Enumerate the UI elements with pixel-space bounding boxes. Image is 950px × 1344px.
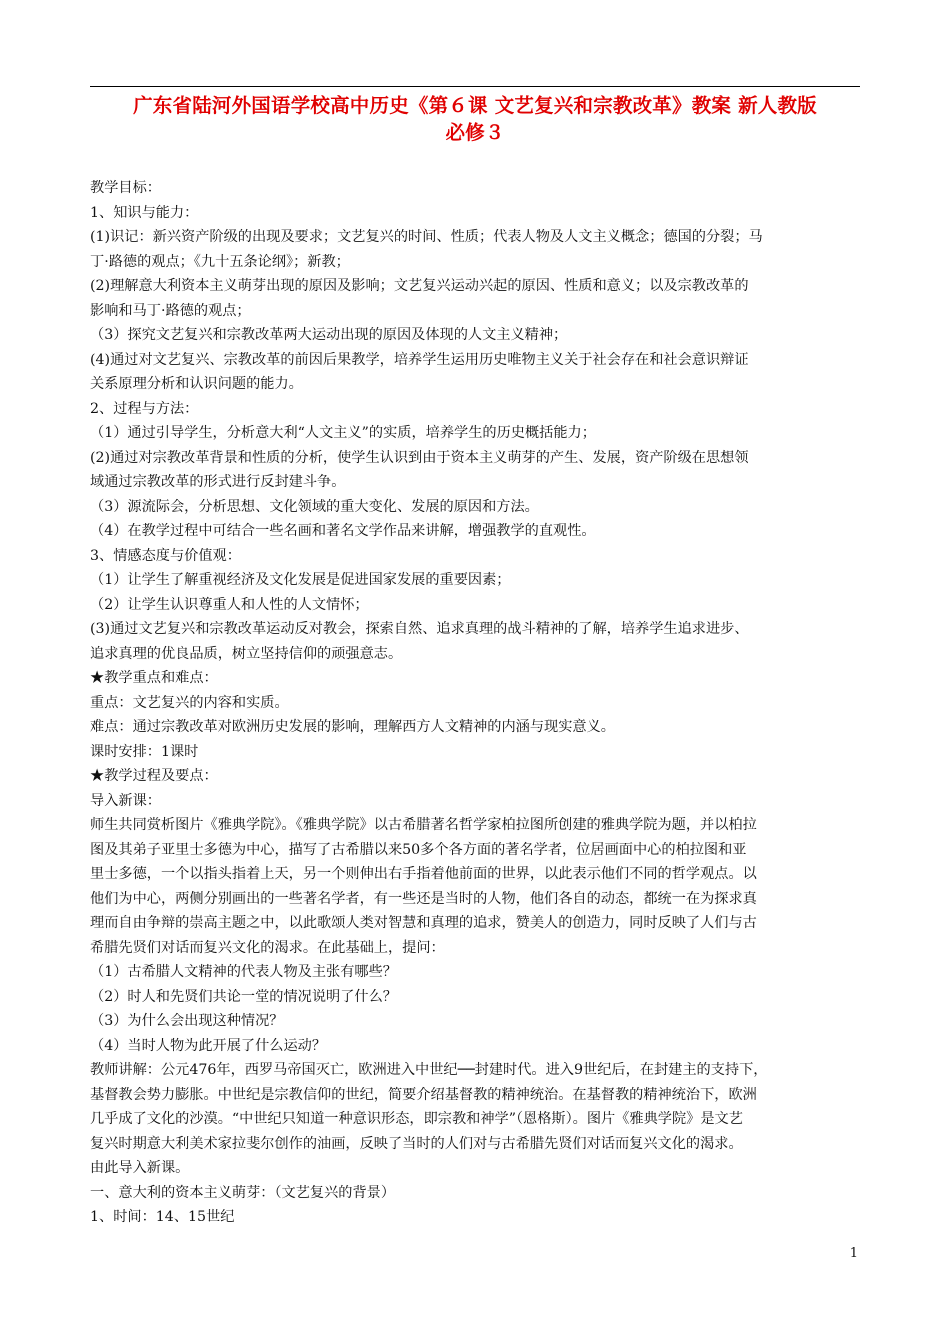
text-line: ★教学过程及要点：	[90, 768, 218, 784]
text-line: 1、知识与能力：	[90, 204, 199, 221]
text-line: ★教学重点和难点：	[90, 670, 218, 686]
text-line: 关系原理分析和认识问题的能力。	[90, 376, 303, 392]
text-line: 他们为中心，两侧分别画出的一些著名学者，有一些还是当时的人物，他们各自的动态，都统一在为探求真	[90, 890, 757, 907]
text-line: (2)理解意大利资本主义萌芽出现的原因及影响；文艺复兴运动兴起的原因、性质和意义；以及宗教改革的	[90, 278, 749, 294]
text-line: (4)通过对文艺复兴、宗教改革的前因后果教学，培养学生运用历史唯物主义关于社会存在和社会意识辩证	[90, 351, 749, 368]
text-line: 域通过宗教改革的形式进行反封建斗争。	[90, 474, 346, 490]
page-number: 1	[849, 1246, 858, 1261]
text-line: 导入新课：	[90, 792, 161, 809]
text-line: 一、意大利的资本主义萌芽：（文艺复兴的背景）	[90, 1184, 396, 1201]
title-line-1: 广东省陆河外国语学校高中历史《第６课 文艺复兴和宗教改革》教案 新人教版	[133, 94, 817, 117]
text-line: 基督教会势力膨胀。中世纪是宗教信仰的世纪，简要介绍基督教的精神统治。在基督教的精神统治下，欧洲	[90, 1086, 757, 1103]
text-line: 理而自由争辩的崇高主题之中，以此歌颂人类对智慧和真理的追求，赞美人的创造力，同时反映了人们与古	[90, 915, 757, 931]
text-line: (3)通过文艺复兴和宗教改革运动反对教会，探索自然、追求真理的战斗精神的了解，培养学生追求进步、	[90, 621, 749, 637]
document-body	[90, 176, 860, 1230]
text-line: 2、过程与方法：	[90, 400, 199, 417]
text-line: 里士多德，一个以指头指着上天，另一个则伸出右手指着他前面的世界，以此表示他们不同的哲学观点。以	[90, 866, 757, 882]
text-line: （2）时人和先贤们共论一堂的情况说明了什么？	[90, 988, 397, 1005]
text-line: 3、情感态度与价值观：	[90, 547, 241, 564]
text-line: 难点：通过宗教改革对欧洲历史发展的影响，理解西方人文精神的内涵与现实意义。	[90, 719, 615, 735]
text-line: 图及其弟子亚里士多德为中心，描写了古希腊以来50多个各方面的著名学者，位居画面中心的柏拉图和亚	[90, 841, 747, 858]
text-line: 重点：文艺复兴的内容和实质。	[90, 694, 289, 711]
text-line: （2）让学生认识尊重人和人性的人文情怀；	[90, 596, 369, 613]
text-line: （4）在教学过程中可结合一些名画和著名文学作品来讲解，增强教学的直观性。	[90, 523, 596, 539]
text-line: 教师讲解：公元476年，西罗马帝国灭亡，欧洲进入中世纪──封建时代。进入9世纪后，在封建主的支持下，	[90, 1062, 768, 1078]
text-line: （3）源流际会，分析思想、文化领域的重大变化、发展的原因和方法。	[90, 498, 539, 515]
text-line: （1）古希腊人文精神的代表人物及主张有哪些？	[90, 964, 397, 980]
text-line: (2)通过对宗教改革背景和性质的分析，使学生认识到由于资本主义萌芽的产生、发展，资产阶级在思想领	[90, 449, 749, 466]
text-line: 课时安排：1课时	[90, 743, 199, 760]
text-line: 追求真理的优良品质，树立坚持信仰的顽强意志。	[90, 645, 403, 662]
text-line: （1）通过引导学生，分析意大利“人文主义”的实质，培养学生的历史概括能力；	[90, 425, 596, 441]
text-line: 希腊先贤们对话而复兴文化的渴求。在此基础上，提问：	[90, 939, 445, 956]
text-line: 几乎成了文化的沙漠。“中世纪只知道一种意识形态，即宗教和神学”（恩格斯）。图片《雅典学院》是文艺	[90, 1111, 743, 1127]
text-line: 由此导入新课。	[90, 1160, 190, 1176]
text-line: （3）探究文艺复兴和宗教改革两大运动出现的原因及体现的人文主义精神；	[90, 327, 568, 343]
text-line: 1、时间：14、15世纪	[90, 1209, 235, 1225]
text-line: 丁·路德的观点；《九十五条论纲》；新教；	[90, 253, 350, 270]
text-line: 复兴时期意大利美术家拉斐尔创作的油画，反映了当时的人们对与古希腊先贤们对话而复兴文化的渴求。	[90, 1135, 743, 1152]
title-line-2: 必修３	[445, 121, 505, 144]
text-line: 师生共同赏析图片《雅典学院》。《雅典学院》以古希腊著名哲学家柏拉图所创建的雅典学院为题，并以柏拉	[90, 817, 757, 833]
text-line: （1）让学生了解重视经济及文化发展是促进国家发展的重要因素；	[90, 572, 511, 588]
text-line: （4）当时人物为此开展了什么运动？	[90, 1037, 327, 1054]
document-title	[90, 92, 860, 146]
text-line: (1)识记：新兴资产阶级的出现及要求；文艺复兴的时间、性质；代表人物及人文主义概念；德国的分裂；马	[90, 229, 763, 245]
header-rule	[90, 86, 860, 87]
text-line: 影响和马丁·路德的观点；	[90, 302, 251, 319]
text-line: （3）为什么会出现这种情况？	[90, 1013, 284, 1029]
text-line: 教学目标：	[90, 180, 161, 196]
